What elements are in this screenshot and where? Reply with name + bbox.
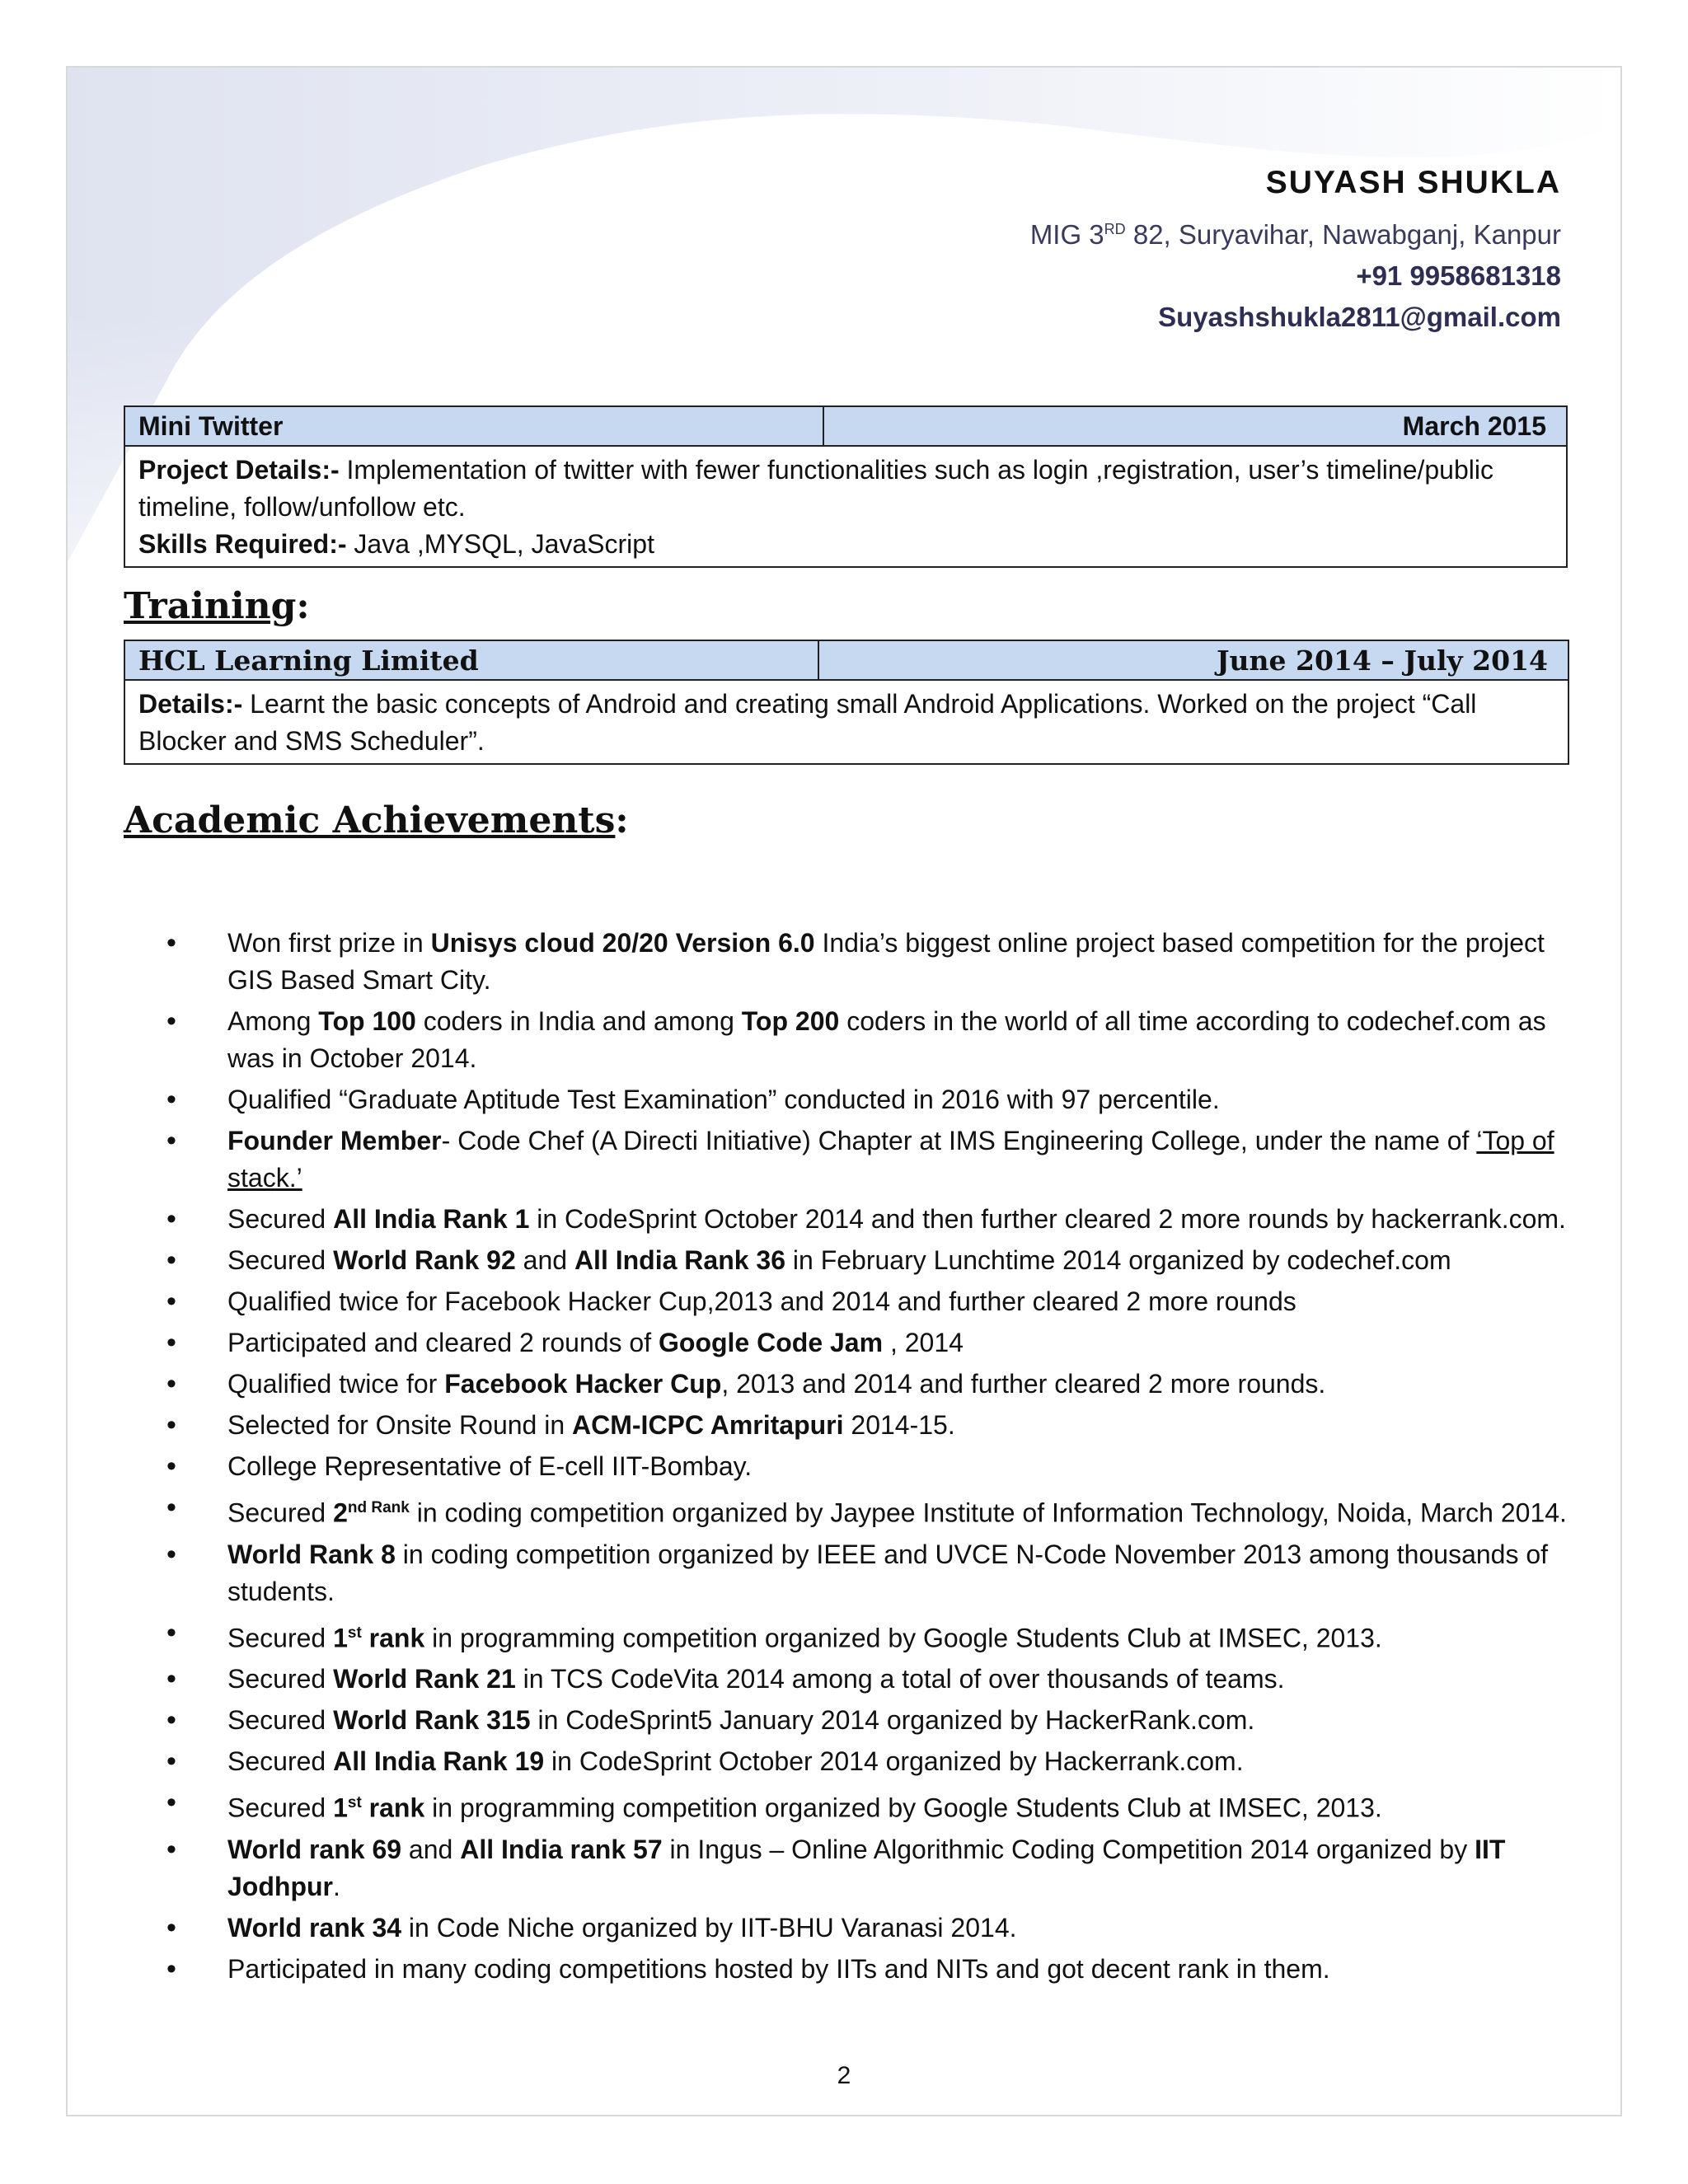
training-company: HCL Learning Limited bbox=[125, 641, 819, 679]
list-item: • Qualified twice for Facebook Hacker Cup,2013 and 2014 and further cleared 2 more rounds bbox=[166, 1286, 1296, 1317]
list-item: • Qualified twice for Facebook Hacker Cup, 2013 and 2014 and further cleared 2 more rounds. bbox=[166, 1368, 1326, 1399]
list-item: • College Representative of E-cell IIT-Bombay. bbox=[166, 1451, 753, 1482]
training-table bbox=[124, 640, 1569, 765]
project-skills: Skills Required:- Java ,MYSQL, JavaScript bbox=[138, 529, 654, 559]
list-item: • World Rank 8 in coding competition organized by IEEE and UVCE N-Code November 2013 among thousands of students. bbox=[166, 1538, 1549, 1606]
project-date: March 2015 bbox=[1402, 410, 1546, 441]
project-title: Mini Twitter bbox=[125, 407, 824, 445]
resume-page bbox=[66, 66, 1622, 2116]
list-item: • Secured 1st rank in programming competition organized by Google Students Club at IMSEC, 2013. bbox=[166, 1616, 1382, 1653]
list-item: • Secured All India Rank 19 in CodeSprint October 2014 organized by Hackerrank.com. bbox=[166, 1746, 1244, 1778]
candidate-name: SUYASH SHUKLA bbox=[1265, 165, 1561, 200]
list-item: • World rank 69 and All India rank 57 in Ingus – Online Algorithmic Coding Competition 2014 organized by IIT Jodhpur. bbox=[166, 1833, 1506, 1901]
list-item: • Won first prize in Unisys cloud 20/20 Version 6.0 India’s biggest online project based competition for the project GIS Based Smart City. bbox=[166, 927, 1545, 995]
project-table bbox=[124, 405, 1568, 568]
list-item: • Secured $2^{nd Rank}$ in coding competition organized by Jaypee Institute of Information Technology, Noida, March 2014. bbox=[166, 1492, 1567, 1528]
list-item: • Participated and cleared 2 rounds of Google Code Jam , 2014 bbox=[166, 1327, 964, 1358]
project-header-row bbox=[125, 407, 1566, 447]
contact-header bbox=[1030, 165, 1561, 343]
training-header-row bbox=[125, 641, 1568, 681]
list-item: • Secured 1st rank in programming competition organized by Google Students Club at IMSEC, 2013. bbox=[166, 1787, 1382, 1823]
training-body: Details:- Learnt the basic concepts of Android and creating small Android Applications. Worked on the project “Call Blocker and SMS Scheduler”. bbox=[138, 689, 1477, 756]
phone-number: +91 9958681318 bbox=[1356, 260, 1561, 291]
list-item: • Secured World Rank 315 in CodeSprint5 January 2014 organized by HackerRank.com. bbox=[166, 1704, 1255, 1736]
list-item: • World rank 34 in Code Niche organized by IIT-BHU Varanasi 2014. bbox=[166, 1911, 1017, 1943]
list-item: • Secured World Rank 92 and All India Rank 36 in February Lunchtime 2014 organized by codechef.com bbox=[166, 1244, 1451, 1276]
achievements-heading: Academic Achievements: bbox=[124, 799, 629, 841]
achievements-list bbox=[166, 925, 1568, 1992]
list-item: • Founder Member- Code Chef (A Directi Initiative) Chapter at IMS Engineering College, under the name of ‘Top of stack.’ bbox=[166, 1125, 1554, 1193]
list-item: • Selected for Onsite Round in ACM-ICPC Amritapuri 2014-15. bbox=[166, 1409, 955, 1441]
project-details: Project Details:- Implementation of twitter with fewer functionalities such as login ,registration, user’s timeline/public timeline, follow/unfollow etc. bbox=[138, 455, 1493, 522]
address: MIG 3RD 82, Suryavihar, Nawabganj, Kanpur bbox=[1029, 219, 1561, 250]
project-body bbox=[125, 447, 1566, 566]
list-item: • Qualified “Graduate Aptitude Test Examination” conducted in 2016 with 97 percentile. bbox=[166, 1084, 1220, 1115]
page-number: 2 bbox=[837, 2062, 851, 2089]
training-date: June 2014 – July 2014 bbox=[1216, 644, 1548, 677]
email-address: Suyashshukla2811@gmail.com bbox=[1158, 302, 1561, 332]
list-item: • Participated in many coding competitions hosted by IITs and NITs and got decent rank in them. bbox=[166, 1952, 1330, 1985]
list-item: • Among Top 100 coders in India and among Top 200 coders in the world of all time according to codechef.com as was in October 2014. bbox=[166, 1005, 1546, 1073]
list-item: • Secured World Rank 21 in TCS CodeVita 2014 among a total of over thousands of teams. bbox=[166, 1663, 1285, 1695]
training-heading: Training: bbox=[124, 585, 310, 627]
list-item: • Secured All India Rank 1 in CodeSprint October 2014 and then further cleared 2 more rounds by hackerrank.com. bbox=[166, 1203, 1566, 1235]
